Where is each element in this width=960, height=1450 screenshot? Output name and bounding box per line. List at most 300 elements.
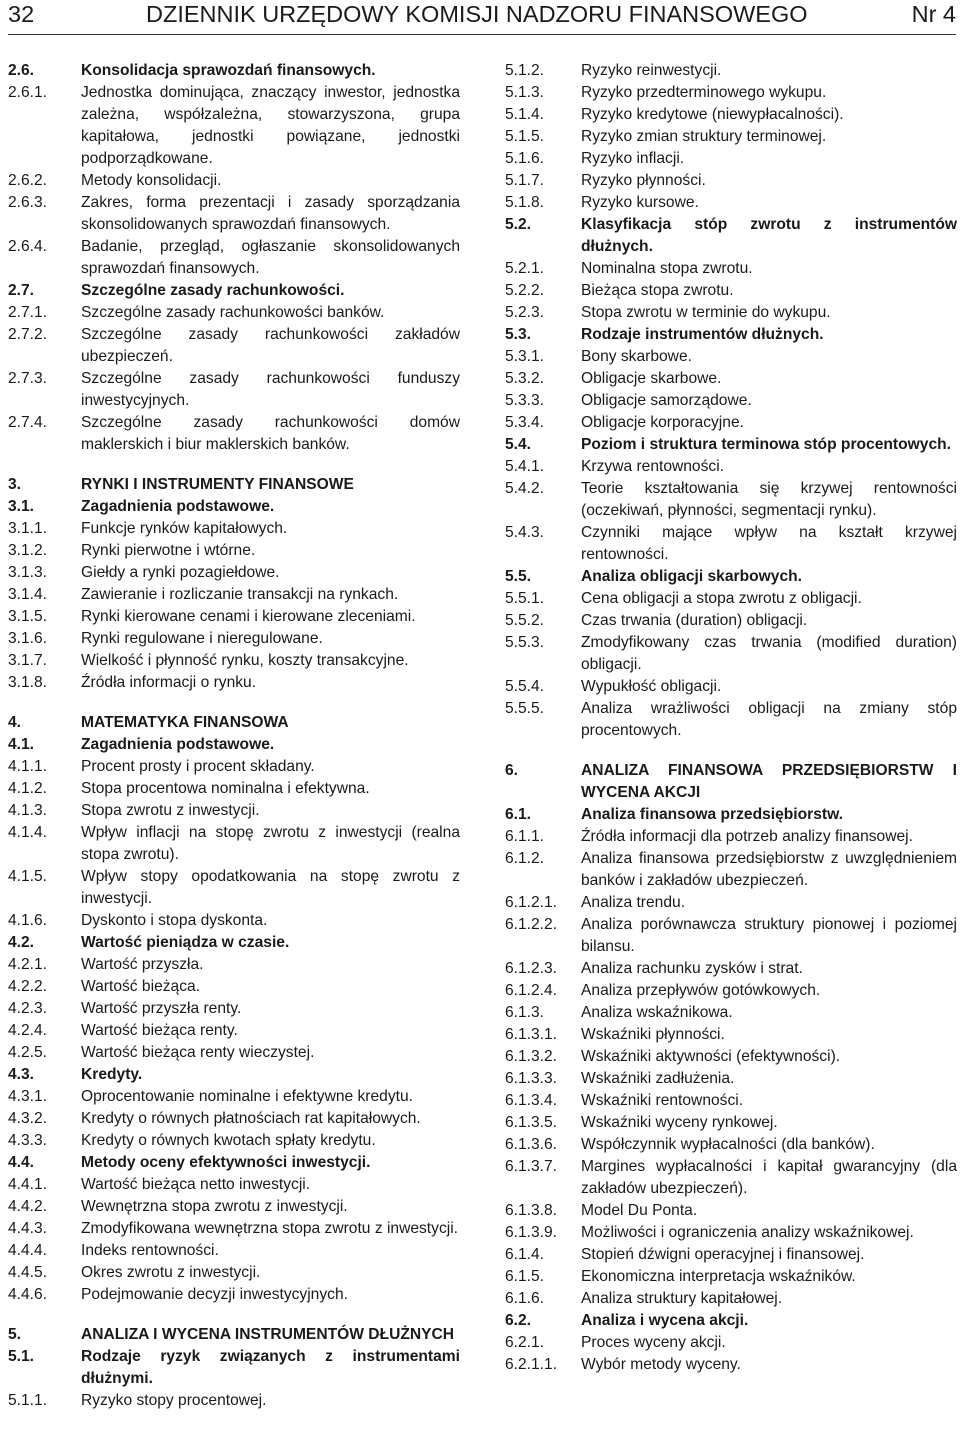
item-text: Wartość bieżąca renty. (81, 1022, 238, 1039)
item-number: 5.4. (505, 436, 532, 453)
item-number: 4.3.3. (8, 1132, 48, 1149)
item-text: Ryzyko płynności. (581, 172, 706, 189)
item-number: 5.1. (8, 1348, 35, 1365)
list-item (505, 148, 957, 170)
item-number: 3. (8, 476, 22, 493)
item-text: Proces wyceny akcji. (581, 1334, 726, 1351)
item-text: Model Du Ponta. (581, 1202, 698, 1219)
list-item (8, 756, 460, 778)
list-item (8, 672, 460, 694)
list-item (505, 192, 957, 214)
list-item (8, 192, 460, 236)
item-text: Czas trwania (duration) obligacji. (581, 612, 808, 629)
item-number: 2.6.4. (8, 238, 48, 255)
item-number: 5.5.1. (505, 590, 545, 607)
item-number: 6.2. (505, 1312, 532, 1329)
item-number: 4.4.2. (8, 1198, 48, 1215)
item-number: 6.1.3.1. (505, 1026, 558, 1043)
item-number: 5.1.6. (505, 150, 545, 167)
item-number: 4.2.2. (8, 978, 48, 995)
item-text: Wartość bieżąca. (81, 978, 201, 995)
item-number: 3.1.6. (8, 630, 48, 647)
list-item (8, 1174, 460, 1196)
item-number: 3.1.8. (8, 674, 48, 691)
item-text: Rynki regulowane i nieregulowane. (81, 630, 323, 647)
list-item (505, 1266, 957, 1288)
list-item (8, 1086, 460, 1108)
item-text: Rodzaje instrumentów dłużnych. (581, 326, 824, 343)
item-number: 5.3.2. (505, 370, 545, 387)
item-text: Obligacje skarbowe. (581, 370, 722, 387)
list-item (505, 456, 957, 478)
list-item (505, 126, 957, 148)
list-item (505, 302, 957, 324)
list-item (505, 1090, 957, 1112)
list-item (505, 1046, 957, 1068)
item-text: Dyskonto i stopa dyskonta. (81, 912, 268, 929)
item-text: Kredyty. (81, 1066, 143, 1083)
item-number: 5.5.5. (505, 700, 545, 717)
item-number: 3.1.5. (8, 608, 48, 625)
item-text: Ryzyko stopy procentowej. (81, 1392, 267, 1409)
item-number: 6.2.1. (505, 1334, 545, 1351)
item-text: Szczególne zasady rachunkowości banków. (81, 304, 385, 321)
item-number: 6.1.2.2. (505, 916, 558, 933)
subsection-heading (505, 214, 957, 258)
item-text: Ryzyko kursowe. (581, 194, 699, 211)
item-number: 5.1.8. (505, 194, 545, 211)
item-text: Wskaźniki wyceny rynkowej. (581, 1114, 778, 1131)
item-text: Wskaźniki zadłużenia. (581, 1070, 735, 1087)
item-number: 4.4.4. (8, 1242, 48, 1259)
list-item (505, 82, 957, 104)
list-item (8, 302, 460, 324)
list-item (8, 650, 460, 672)
item-text: Badanie, przegląd, ogłaszanie skonsolidowanych sprawozdań finansowych. (81, 238, 460, 277)
item-number: 5.4.1. (505, 458, 545, 475)
item-text: Analiza finansowa przedsiębiorstw. (581, 806, 843, 823)
subsection-heading (8, 60, 460, 82)
item-text: Ryzyko reinwestycji. (581, 62, 722, 79)
item-text: Szczególne zasady rachunkowości. (81, 282, 345, 299)
list-item (8, 606, 460, 628)
item-number: 4.4. (8, 1154, 35, 1171)
list-item (8, 1130, 460, 1152)
item-number: 4.4.5. (8, 1264, 48, 1281)
list-item (8, 976, 460, 998)
item-number: 6.1.3.2. (505, 1048, 558, 1065)
list-item (505, 892, 957, 914)
item-text: Nominalna stopa zwrotu. (581, 260, 753, 277)
item-number: 6.2.1.1. (505, 1356, 558, 1373)
item-text: Rynki pierwotne i wtórne. (81, 542, 256, 559)
item-number: 3.1.4. (8, 586, 48, 603)
item-number: 5.1.1. (8, 1392, 48, 1409)
item-number: 2.6.3. (8, 194, 48, 211)
list-item (505, 390, 957, 412)
item-number: 3.1.2. (8, 542, 48, 559)
list-item (505, 1068, 957, 1090)
item-text: Wybór metody wyceny. (581, 1356, 741, 1373)
right-column (505, 60, 957, 1376)
list-item (505, 522, 957, 566)
list-item (8, 910, 460, 932)
item-number: 6.1.2.1. (505, 894, 558, 911)
subsection-heading (8, 932, 460, 954)
subsection-heading (8, 1064, 460, 1086)
subsection-heading (8, 734, 460, 756)
item-number: 2.7. (8, 282, 35, 299)
item-text: Obligacje samorządowe. (581, 392, 752, 409)
item-text: Analiza finansowa przedsiębiorstw z uwzględnieniem banków i zakładów ubezpieczeń. (581, 850, 957, 889)
list-item (8, 1240, 460, 1262)
list-item (505, 980, 957, 1002)
item-number: 4.2.1. (8, 956, 48, 973)
list-item (8, 540, 460, 562)
item-number: 4. (8, 714, 22, 731)
list-item (505, 1112, 957, 1134)
subsection-heading (505, 566, 957, 588)
item-text: Indeks rentowności. (81, 1242, 219, 1259)
item-text: Zakres, forma prezentacji i zasady sporządzania skonsolidowanych sprawozdań finansowych. (81, 194, 460, 233)
item-text: Giełdy a rynki pozagiełdowe. (81, 564, 280, 581)
list-item (8, 1042, 460, 1064)
item-text: Metody oceny efektywności inwestycji. (81, 1154, 371, 1171)
item-number: 4.3.1. (8, 1088, 48, 1105)
item-text: Stopa procentowa nominalna i efektywna. (81, 780, 370, 797)
list-item (505, 1134, 957, 1156)
list-item (8, 628, 460, 650)
item-text: Wartość bieżąca netto inwestycji. (81, 1176, 311, 1193)
item-text: Ryzyko przedterminowego wykupu. (581, 84, 827, 101)
item-text: Zagadnienia podstawowe. (81, 498, 275, 515)
list-item (8, 82, 460, 170)
subsection-heading (505, 324, 957, 346)
list-item (505, 258, 957, 280)
subsection-heading (8, 1152, 460, 1174)
list-item (505, 478, 957, 522)
item-text: RYNKI I INSTRUMENTY FINANSOWE (81, 476, 354, 493)
item-text: Rodzaje ryzyk związanych z instrumentami dłużnymi. (81, 1348, 460, 1387)
item-text: Ryzyko inflacji. (581, 150, 685, 167)
item-number: 5.3.3. (505, 392, 545, 409)
item-number: 4.2.3. (8, 1000, 48, 1017)
item-text: Analiza i wycena akcji. (581, 1312, 749, 1329)
item-number: 4.1. (8, 736, 35, 753)
item-number: 4.1.4. (8, 824, 48, 841)
item-number: 6.1.3.8. (505, 1202, 558, 1219)
item-number: 4.1.2. (8, 780, 48, 797)
item-text: Analiza obligacji skarbowych. (581, 568, 802, 585)
item-text: Wpływ inflacji na stopę zwrotu z inwestycji (realna stopa zwrotu). (81, 824, 460, 863)
journal-title: DZIENNIK URZĘDOWY KOMISJI NADZORU FINANSOWEGO (146, 1, 808, 27)
item-text: Stopień dźwigni operacyjnej i finansowej. (581, 1246, 865, 1263)
item-number: 2.7.1. (8, 304, 48, 321)
item-text: Szczególne zasady rachunkowości domów maklerskich i biur maklerskich banków. (81, 414, 460, 453)
item-number: 6.1.3.9. (505, 1224, 558, 1241)
item-number: 5.2.2. (505, 282, 545, 299)
item-text: ANALIZA I WYCENA INSTRUMENTÓW DŁUŻNYCH (81, 1326, 455, 1343)
item-number: 6.1.3. (505, 1004, 545, 1021)
item-text: Szczególne zasady rachunkowości zakładów ubezpieczeń. (81, 326, 460, 365)
item-number: 4.4.1. (8, 1176, 48, 1193)
item-text: Okres zwrotu z inwestycji. (81, 1264, 261, 1281)
item-number: 5.3. (505, 326, 532, 343)
list-item (8, 584, 460, 606)
left-column (8, 60, 460, 1412)
item-number: 5.1.4. (505, 106, 545, 123)
item-text: Ryzyko zmian struktury terminowej. (581, 128, 827, 145)
item-text: Cena obligacji a stopa zwrotu z obligacji. (581, 590, 862, 607)
list-item (505, 1222, 957, 1244)
item-text: Klasyfikacja stóp zwrotu z instrumentów dłużnych. (581, 216, 957, 255)
item-text: Wskaźniki rentowności. (581, 1092, 744, 1109)
list-item (8, 236, 460, 280)
item-number: 2.6.2. (8, 172, 48, 189)
list-item (505, 170, 957, 192)
item-text: Margines wypłacalności i kapitał gwarancyjny (dla zakładów ubezpieczeń). (581, 1158, 957, 1197)
item-text: Czynniki mające wpływ na kształt krzywej rentowności. (581, 524, 957, 563)
list-item (8, 1020, 460, 1042)
item-text: Konsolidacja sprawozdań finansowych. (81, 62, 376, 79)
item-text: Jednostka dominująca, znaczący inwestor, jednostka zależna, współzależna, stowarzyszona, grupa kapitałowa, jednostki powiązane, jednostki podporządkowane. (81, 84, 460, 167)
item-number: 5.5.3. (505, 634, 545, 651)
item-number: 5.1.2. (505, 62, 545, 79)
item-number: 4.1.6. (8, 912, 48, 929)
item-number: 4.4.3. (8, 1220, 48, 1237)
list-item (505, 1288, 957, 1310)
page-number: 32 (8, 1, 35, 27)
item-text: Wskaźniki aktywności (efektywności). (581, 1048, 841, 1065)
section-heading (8, 474, 460, 496)
item-text: Bieżąca stopa zwrotu. (581, 282, 734, 299)
item-text: Źródła informacji dla potrzeb analizy finansowej. (581, 828, 913, 845)
item-number: 5.1.5. (505, 128, 545, 145)
item-text: Zmodyfikowany czas trwania (modified duration) obligacji. (581, 634, 957, 673)
item-number: 4.2.4. (8, 1022, 48, 1039)
item-text: Oprocentowanie nominalne i efektywne kredytu. (81, 1088, 413, 1105)
item-number: 3.1.3. (8, 564, 48, 581)
item-text: Teorie kształtowania się krzywej rentowności (oczekiwań, płynności, segmentacji rynku). (581, 480, 957, 519)
item-text: Wielkość i płynność rynku, koszty transakcyjne. (81, 652, 409, 669)
list-item (8, 778, 460, 800)
item-number: 3.1.1. (8, 520, 48, 537)
item-number: 4.1.5. (8, 868, 48, 885)
subsection-heading (505, 804, 957, 826)
list-item (8, 1218, 460, 1240)
item-text: Analiza wskaźnikowa. (581, 1004, 733, 1021)
item-text: Zagadnienia podstawowe. (81, 736, 275, 753)
item-text: Metody konsolidacji. (81, 172, 222, 189)
subsection-heading (8, 280, 460, 302)
item-text: Szczególne zasady rachunkowości funduszy inwestycyjnych. (81, 370, 460, 409)
issue-number: Nr 4 (911, 1, 956, 27)
item-number: 6.1.6. (505, 1290, 545, 1307)
item-text: Wartość pieniądza w czasie. (81, 934, 290, 951)
item-text: Źródła informacji o rynku. (81, 674, 257, 691)
item-text: Współczynnik wypłacalności (dla banków). (581, 1136, 875, 1153)
list-item (8, 412, 460, 456)
item-number: 3.1. (8, 498, 35, 515)
section-heading (505, 760, 957, 804)
item-text: Wskaźniki płynności. (581, 1026, 725, 1043)
item-text: MATEMATYKA FINANSOWA (81, 714, 289, 731)
list-item (505, 412, 957, 434)
item-text: Analiza rachunku zysków i strat. (581, 960, 803, 977)
list-item (505, 1002, 957, 1024)
item-number: 5.2.1. (505, 260, 545, 277)
item-text: Analiza struktury kapitałowej. (581, 1290, 783, 1307)
item-number: 4.1.1. (8, 758, 48, 775)
item-text: Wewnętrzna stopa zwrotu z inwestycji. (81, 1198, 348, 1215)
item-number: 6.1.2.4. (505, 982, 558, 999)
item-number: 5. (8, 1326, 22, 1343)
item-number: 5.3.1. (505, 348, 545, 365)
item-text: Wartość przyszła renty. (81, 1000, 242, 1017)
item-text: Wypukłość obligacji. (581, 678, 722, 695)
item-number: 2.7.3. (8, 370, 48, 387)
item-text: Krzywa rentowności. (581, 458, 724, 475)
item-number: 5.3.4. (505, 414, 545, 431)
list-item (505, 280, 957, 302)
list-item (505, 368, 957, 390)
item-text: Wartość przyszła. (81, 956, 204, 973)
page-header (8, 0, 956, 35)
item-number: 6. (505, 762, 519, 779)
item-text: Stopa zwrotu z inwestycji. (81, 802, 260, 819)
item-number: 6.1.5. (505, 1268, 545, 1285)
list-item (505, 346, 957, 368)
list-item (505, 958, 957, 980)
list-item (505, 632, 957, 676)
list-item (8, 998, 460, 1020)
item-number: 6.1.3.5. (505, 1114, 558, 1131)
item-number: 5.5. (505, 568, 532, 585)
list-item (505, 698, 957, 742)
item-number: 6.1.2.3. (505, 960, 558, 977)
list-item (8, 170, 460, 192)
item-number: 2.6. (8, 62, 35, 79)
item-number: 4.4.6. (8, 1286, 48, 1303)
list-item (8, 518, 460, 540)
item-number: 4.1.3. (8, 802, 48, 819)
item-number: 2.7.4. (8, 414, 48, 431)
item-number: 2.7.2. (8, 326, 48, 343)
list-item (8, 1262, 460, 1284)
item-number: 6.1.4. (505, 1246, 545, 1263)
item-text: Kredyty o równych płatnościach rat kapitałowych. (81, 1110, 421, 1127)
subsection-heading (8, 1346, 460, 1390)
item-number: 5.2.3. (505, 304, 545, 321)
item-number: 5.1.7. (505, 172, 545, 189)
item-text: Zmodyfikowana wewnętrzna stopa zwrotu z inwestycji. (81, 1220, 458, 1237)
item-number: 6.1.3.7. (505, 1158, 558, 1175)
list-item (505, 676, 957, 698)
item-number: 6.1.3.6. (505, 1136, 558, 1153)
item-text: Rynki kierowane cenami i kierowane zleceniami. (81, 608, 416, 625)
item-text: Wartość bieżąca renty wieczystej. (81, 1044, 315, 1061)
item-text: Zawieranie i rozliczanie transakcji na rynkach. (81, 586, 399, 603)
list-item (505, 60, 957, 82)
item-number: 5.5.2. (505, 612, 545, 629)
subsection-heading (505, 1310, 957, 1332)
item-number: 6.1.1. (505, 828, 545, 845)
item-text: Podejmowanie decyzji inwestycyjnych. (81, 1286, 348, 1303)
item-number: 3.1.7. (8, 652, 48, 669)
list-item (8, 822, 460, 866)
list-item (505, 1200, 957, 1222)
list-item (8, 1390, 460, 1412)
item-text: Wpływ stopy opodatkowania na stopę zwrotu z inwestycji. (81, 868, 460, 907)
list-item (8, 1284, 460, 1306)
list-item (8, 562, 460, 584)
item-text: Analiza przepływów gotówkowych. (581, 982, 821, 999)
subsection-heading (8, 496, 460, 518)
item-number: 4.2.5. (8, 1044, 48, 1061)
item-number: 5.4.3. (505, 524, 545, 541)
item-text: Poziom i struktura terminowa stóp procentowych. (581, 436, 951, 453)
item-number: 5.4.2. (505, 480, 545, 497)
list-item (505, 104, 957, 126)
list-item (8, 954, 460, 976)
list-item (505, 588, 957, 610)
item-text: Procent prosty i procent składany. (81, 758, 315, 775)
list-item (505, 1244, 957, 1266)
item-text: Możliwości i ograniczenia analizy wskaźnikowej. (581, 1224, 914, 1241)
list-item (505, 826, 957, 848)
list-item (8, 324, 460, 368)
item-number: 5.5.4. (505, 678, 545, 695)
list-item (505, 1024, 957, 1046)
item-number: 6.1. (505, 806, 532, 823)
list-item (505, 914, 957, 958)
list-item (505, 1156, 957, 1200)
item-number: 4.2. (8, 934, 35, 951)
item-number: 6.1.3.4. (505, 1092, 558, 1109)
list-item (505, 1332, 957, 1354)
list-item (8, 1108, 460, 1130)
item-text: Analiza trendu. (581, 894, 686, 911)
item-number: 5.2. (505, 216, 532, 233)
list-item (8, 866, 460, 910)
item-number: 6.1.3.3. (505, 1070, 558, 1087)
subsection-heading (505, 434, 957, 456)
item-number: 4.3.2. (8, 1110, 48, 1127)
item-text: Analiza porównawcza struktury pionowej i poziomej bilansu. (581, 916, 957, 955)
section-heading (8, 712, 460, 734)
item-text: Obligacje korporacyjne. (581, 414, 744, 431)
item-text: ANALIZA FINANSOWA PRZEDSIĘBIORSTW I WYCENA AKCJI (581, 762, 957, 801)
list-item (8, 800, 460, 822)
item-text: Analiza wrażliwości obligacji na zmiany stóp procentowych. (581, 700, 957, 739)
list-item (505, 1354, 957, 1376)
item-text: Stopa zwrotu w terminie do wykupu. (581, 304, 831, 321)
list-item (8, 1196, 460, 1218)
list-item (505, 610, 957, 632)
item-number: 6.1.2. (505, 850, 545, 867)
item-text: Bony skarbowe. (581, 348, 692, 365)
item-text: Ekonomiczna interpretacja wskaźników. (581, 1268, 856, 1285)
item-text: Funkcje rynków kapitałowych. (81, 520, 288, 537)
item-number: 5.1.3. (505, 84, 545, 101)
item-number: 2.6.1. (8, 84, 48, 101)
section-heading (8, 1324, 460, 1346)
list-item (8, 368, 460, 412)
item-text: Ryzyko kredytowe (niewypłacalności). (581, 106, 844, 123)
item-text: Kredyty o równych kwotach spłaty kredytu. (81, 1132, 376, 1149)
list-item (505, 848, 957, 892)
item-number: 4.3. (8, 1066, 35, 1083)
